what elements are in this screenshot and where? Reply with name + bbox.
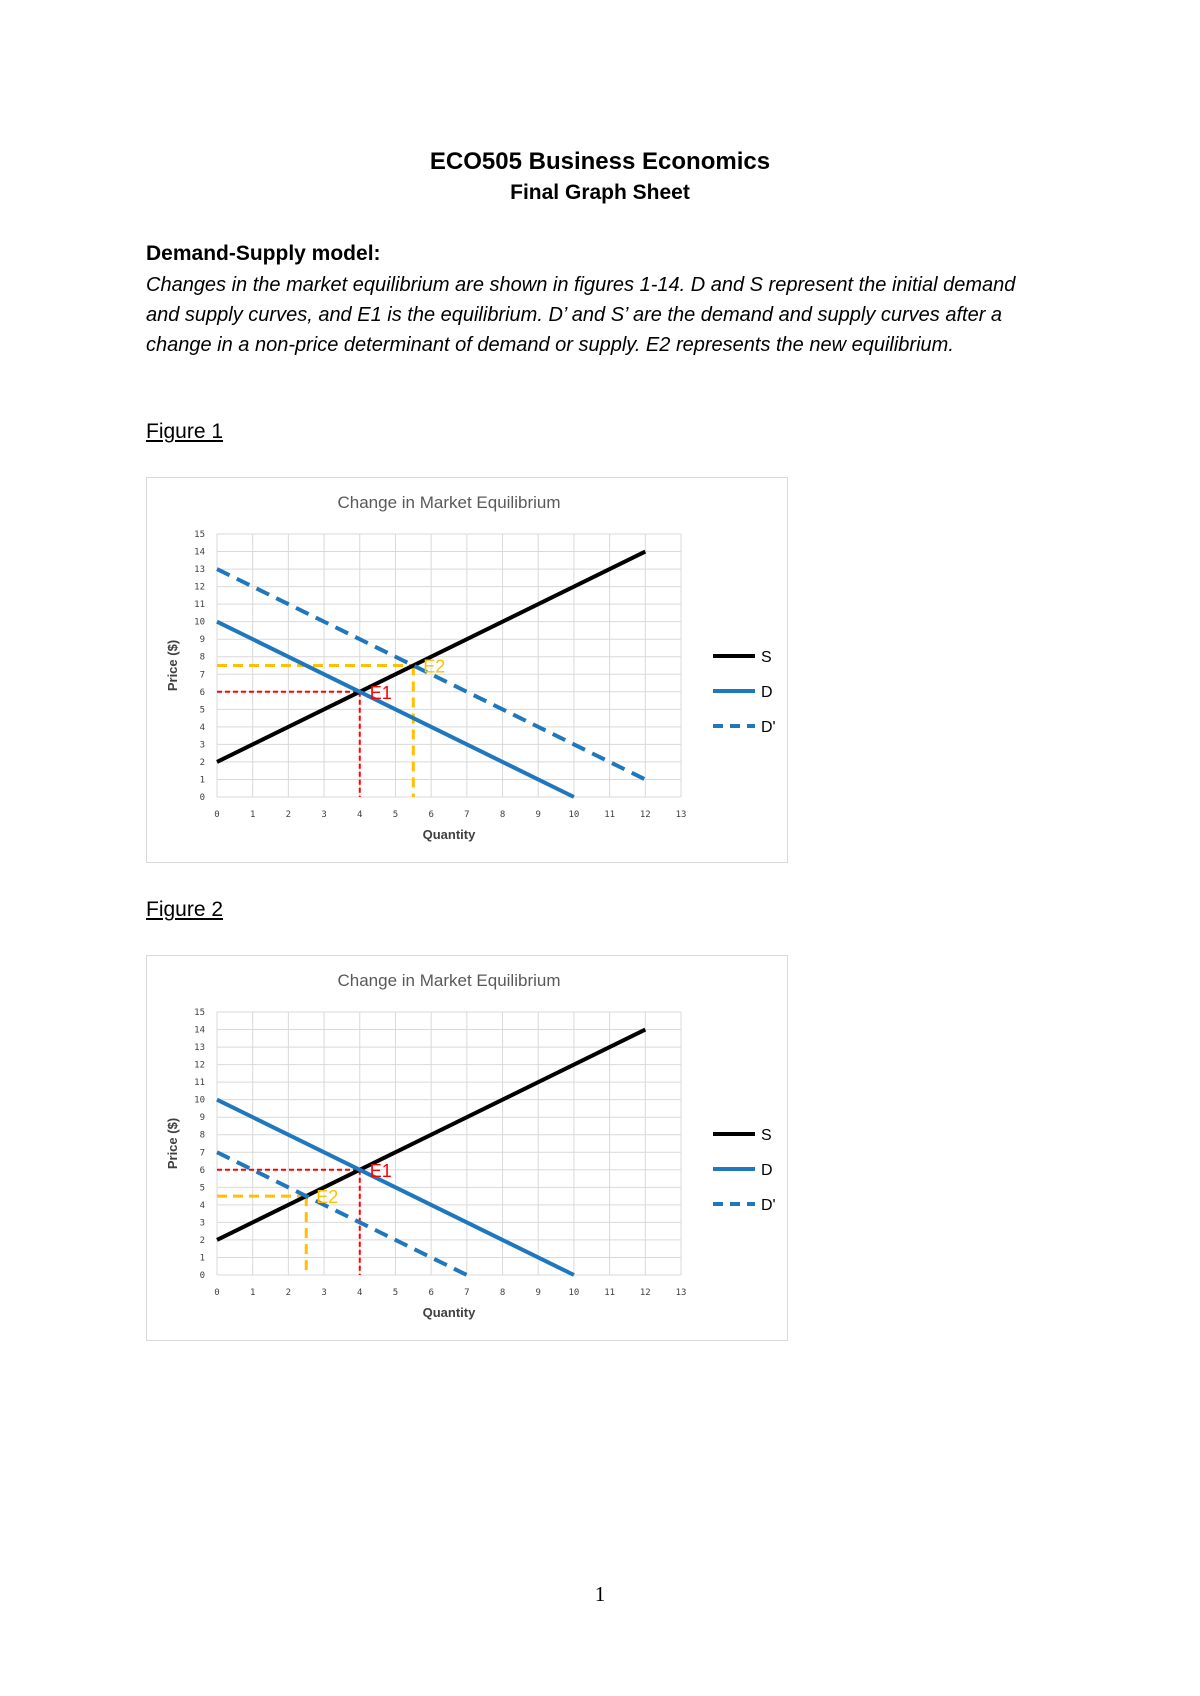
y-tick-label: 1 [199, 1253, 205, 1264]
x-tick-label: 2 [285, 810, 292, 820]
x-tick-label: 10 [568, 1288, 580, 1298]
legend-s-label: S [761, 1127, 772, 1144]
x-tick-label: 11 [604, 810, 616, 820]
x-tick-label: 11 [604, 1288, 616, 1298]
y-tick-label: 14 [194, 1025, 205, 1036]
y-tick-label: 9 [199, 635, 205, 646]
x-tick-label: 1 [249, 1288, 256, 1298]
x-tick-label: 12 [639, 1288, 651, 1298]
y-tick-label: 11 [194, 1078, 205, 1089]
y-tick-label: 12 [194, 1060, 205, 1071]
x-tick-label: 3 [321, 1288, 327, 1298]
x-tick-label: 7 [464, 810, 470, 820]
y-tick-label: 2 [199, 757, 205, 768]
document-title: ECO505 Business Economics [429, 148, 771, 175]
y-axis-label: Price ($) [165, 1117, 180, 1170]
legend-s-label: S [761, 649, 772, 666]
x-tick-label: 10 [568, 810, 580, 820]
chart-title: Change in Market Equilibrium [337, 971, 561, 990]
x-tick-label: 5 [392, 810, 399, 820]
y-tick-label: 14 [194, 547, 205, 558]
x-axis-label: Quantity [422, 1305, 476, 1320]
y-tick-label: 8 [199, 652, 205, 663]
figure-2-label: Figure 2 [146, 898, 224, 921]
x-tick-label: 13 [675, 1288, 687, 1298]
x-tick-label: 5 [392, 1288, 399, 1298]
y-tick-label: 6 [199, 687, 205, 698]
x-tick-label: 12 [639, 810, 651, 820]
x-tick-label: 4 [357, 1288, 363, 1298]
equilibrium-e2-label: E2 [316, 1187, 339, 1208]
legend-d-label: D [761, 1162, 773, 1179]
x-tick-label: 9 [535, 1288, 541, 1298]
y-tick-label: 7 [199, 670, 205, 681]
page-number: 1 [594, 1582, 606, 1606]
x-tick-label: 4 [357, 810, 363, 820]
equilibrium-e1-label: E1 [369, 682, 392, 703]
section-heading: Demand-Supply model: [146, 242, 381, 265]
y-tick-label: 7 [199, 1148, 205, 1159]
y-tick-label: 11 [194, 600, 205, 611]
y-tick-label: 8 [199, 1130, 205, 1141]
x-tick-label: 13 [675, 810, 687, 820]
x-tick-label: 0 [214, 1288, 220, 1298]
x-tick-label: 1 [249, 810, 256, 820]
equilibrium-e2-label: E2 [423, 656, 446, 677]
x-tick-label: 8 [499, 1288, 506, 1298]
intro-paragraph: Changes in the market equilibrium are shown in figures 1-14. D and S represent the initial demand and supply curves, and E1 is the equilibrium. D’ and S’ are the demand and supply curves after a change in a non-price determinant of demand or supply. E2 represents the new equilibrium. [146, 274, 1016, 356]
x-tick-label: 6 [428, 1288, 434, 1298]
x-tick-label: 0 [214, 810, 220, 820]
y-tick-label: 1 [199, 775, 205, 786]
y-tick-label: 5 [199, 1183, 205, 1194]
legend-d-prime-label: D' [761, 1197, 776, 1214]
y-tick-label: 15 [194, 530, 205, 540]
chart-title: Change in Market Equilibrium [337, 493, 561, 512]
equilibrium-e1-label: E1 [369, 1160, 392, 1181]
y-tick-label: 0 [199, 793, 205, 803]
legend-d-label: D [761, 684, 773, 701]
y-tick-label: 13 [194, 1043, 205, 1054]
y-tick-label: 15 [194, 1008, 205, 1018]
figure-2-chart [146, 955, 788, 1341]
figure-1-chart [146, 477, 788, 863]
x-tick-label: 8 [499, 810, 506, 820]
y-tick-label: 5 [199, 705, 205, 716]
y-tick-label: 10 [194, 617, 205, 628]
x-axis-label: Quantity [422, 827, 476, 842]
x-tick-label: 6 [428, 810, 434, 820]
y-tick-label: 4 [199, 722, 205, 733]
x-tick-label: 2 [285, 1288, 292, 1298]
y-tick-label: 9 [199, 1113, 205, 1124]
figure-2-chart-svg [147, 956, 789, 1342]
x-tick-label: 9 [535, 810, 541, 820]
y-tick-label: 2 [199, 1235, 205, 1246]
figure-1-label: Figure 1 [146, 420, 224, 443]
x-tick-label: 3 [321, 810, 327, 820]
y-tick-label: 3 [199, 740, 205, 751]
y-tick-label: 4 [199, 1200, 205, 1211]
x-tick-label: 7 [464, 1288, 470, 1298]
figure-1-chart-svg [147, 478, 789, 864]
y-axis-label: Price ($) [165, 639, 180, 692]
y-tick-label: 3 [199, 1218, 205, 1229]
document-subtitle: Final Graph Sheet [510, 181, 690, 204]
y-tick-label: 13 [194, 565, 205, 576]
y-tick-label: 12 [194, 582, 205, 593]
y-tick-label: 10 [194, 1095, 205, 1106]
y-tick-label: 0 [199, 1271, 205, 1281]
y-tick-label: 6 [199, 1165, 205, 1176]
legend-d-prime-label: D' [761, 719, 776, 736]
